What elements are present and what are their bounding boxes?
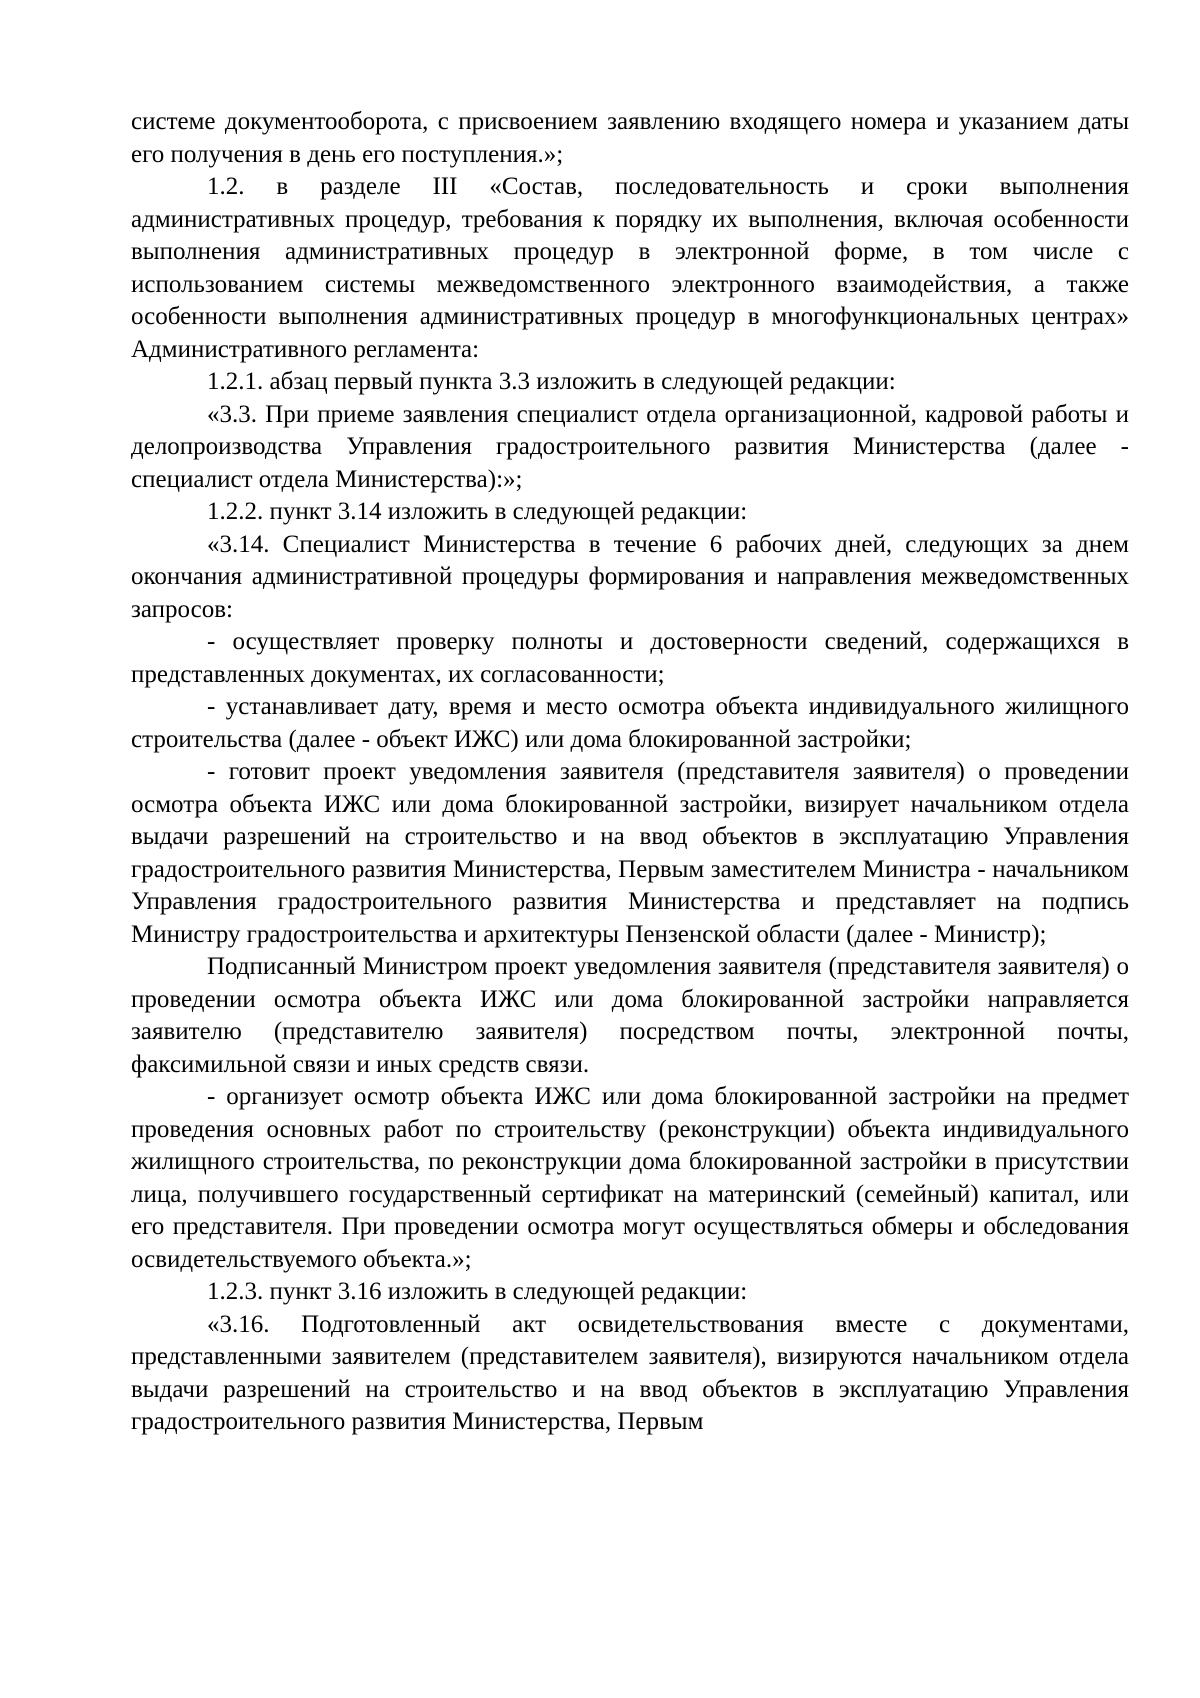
paragraph-continuation: системе документооборота, с присвоением заявлению входящего номера и указанием даты его получения в день его поступления.»; bbox=[131, 108, 1129, 168]
paragraph-1-2-1: 1.2.1. абзац первый пункта 3.3 изложить в следующей редакции: bbox=[207, 368, 896, 395]
paragraph-3-3: «3.3. При приеме заявления специалист отдела организационной, кадровой работы и делопроизводства Управления градостроительного развития Министерства (далее - специалист отдела Министерства):»; bbox=[131, 400, 1129, 493]
paragraph-signed-notification: Подписанный Министром проект уведомления заявителя (представителя заявителя) о проведении осмотра объекта ИЖС или дома блокированной застройки направляется заявителю (представителю заявителя) посредством почты, электронной почты, факсимильной связи и иных средств связи. bbox=[131, 953, 1129, 1078]
list-item-verification: - осуществляет проверку полноты и достоверности сведений, содержащихся в представленных документах, их согласованности; bbox=[131, 628, 1129, 688]
paragraph-3-16: «3.16. Подготовленный акт освидетельствования вместе с документами, представленными заявителем (представителем заявителя), визируются начальником отдела выдачи разрешений на строительство и на ввод объектов в эксплуатацию Управления градостроительного развития Министерства, Первым bbox=[131, 1310, 1129, 1435]
paragraph-1-2-2: 1.2.2. пункт 3.14 изложить в следующей редакции: bbox=[207, 498, 748, 525]
paragraph-1-2-3: 1.2.3. пункт 3.16 изложить в следующей редакции: bbox=[207, 1278, 748, 1305]
paragraph-1-2: 1.2. в разделе III «Состав, последовательность и сроки выполнения административных процедур, требования к порядку их выполнения, включая особенности выполнения административных процедур в электронной форме, в том числе с использованием системы межведомственного электронного взаимодействия, а также особенности выполнения административных процедур в многофункциональных центрах» Административного регламента: bbox=[131, 173, 1129, 363]
list-item-organize-inspection: - организует осмотр объекта ИЖС или дома блокированной застройки на предмет проведения основных работ по строительству (реконструкции) объекта индивидуального жилищного строительства, по реконструкции дома блокированной застройки в присутствии лица, получившего государственный сертификат на материнский (семейный) капитал, или его представителя. При проведении осмотра могут осуществляться обмеры и обследования освидетельствуемого объекта.»; bbox=[131, 1083, 1129, 1273]
list-item-inspection-date: - устанавливает дату, время и место осмотра объекта индивидуального жилищного строительства (далее - объект ИЖС) или дома блокированной застройки; bbox=[131, 693, 1129, 753]
document-page bbox=[131, 106, 1129, 1439]
list-item-notification-draft: - готовит проект уведомления заявителя (представителя заявителя) о проведении осмотра объекта ИЖС или дома блокированной застройки, визирует начальником отдела выдачи разрешений на строительство и на ввод объектов в эксплуатацию Управления градостроительного развития Министерства, Первым заместителем Министра - начальником Управления градостроительного развития Министерства и представляет на подпись Министру градостроительства и архитектуры Пензенской области (далее - Министр); bbox=[131, 758, 1129, 948]
paragraph-3-14: «3.14. Специалист Министерства в течение 6 рабочих дней, следующих за днем окончания административной процедуры формирования и направления межведомственных запросов: bbox=[131, 530, 1129, 623]
